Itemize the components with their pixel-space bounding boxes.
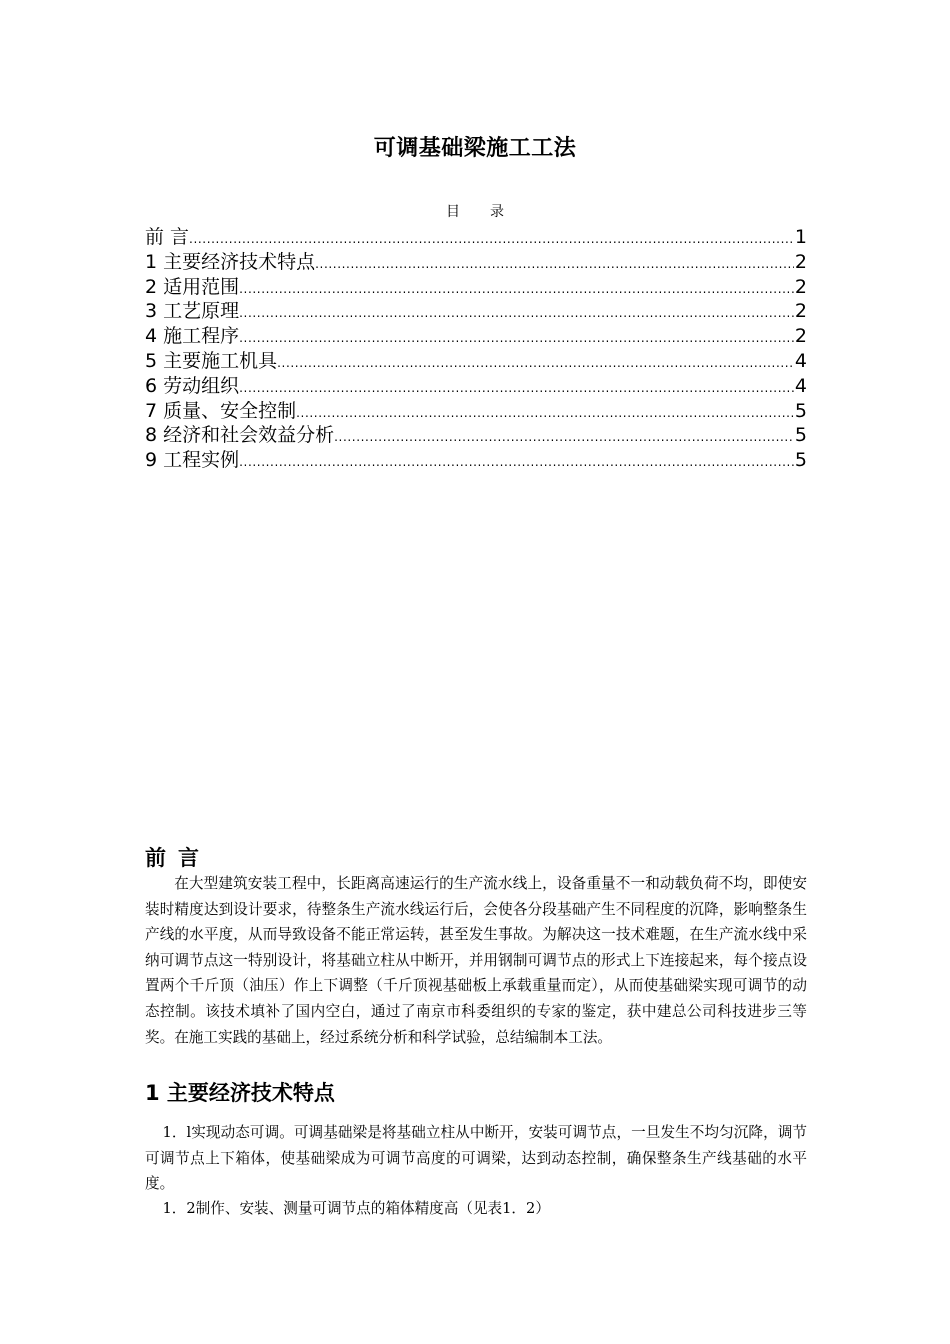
toc-heading: 目录 bbox=[446, 204, 534, 220]
toc-entry-page: 2 bbox=[794, 325, 807, 348]
toc-leader-dots bbox=[239, 376, 794, 401]
toc-entry-label: 9 工程实例 bbox=[145, 449, 240, 472]
section-1-heading: 1 主要经济技术特点 bbox=[145, 1081, 335, 1105]
preface-heading: 前言 bbox=[145, 846, 211, 870]
toc-entry-page: 5 bbox=[794, 399, 807, 422]
toc-leader-dots bbox=[315, 252, 794, 277]
toc-entry-label: 6 劳动组织 bbox=[145, 374, 240, 397]
toc-entry-scope[interactable] bbox=[145, 275, 807, 300]
toc-entry-benefits[interactable] bbox=[145, 423, 807, 448]
toc-entry-label: 8 经济和社会效益分析 bbox=[145, 424, 335, 447]
toc-leader-dots bbox=[239, 326, 794, 351]
toc-entry-page: 2 bbox=[794, 250, 807, 273]
table-of-contents bbox=[145, 225, 807, 473]
toc-leader-dots bbox=[239, 450, 794, 475]
toc-leader-dots bbox=[277, 351, 794, 376]
toc-entry-page: 5 bbox=[794, 424, 807, 447]
preface-paragraph: 在大型建筑安装工程中，长距离高速运行的生产流水线上，设备重量不一和动载负荷不均，即使安装时精度达到设计要求，待整条生产流水线运行后，会使各分段基础产生不同程度的沉降，影响整条生产线的水平度，从而导致设备不能正常运转，甚至发生事故。为解决这一技术难题，在生产流水线中采纳可调节点这一特别设计，将基础立柱从中断开，并用钢制可调节点的形式上下连接起来，每个接点设置两个千斤顶（油压）作上下调整（千斤顶视基础板上承载重量而定），从而使基础梁实现可调节的动态控制。该技术填补了国内空白，通过了南京市科委组织的专家的鉴定，获中建总公司科技进步三等奖。在施工实践的基础上，经过系统分析和科学试验，总结编制本工法。 bbox=[145, 875, 807, 1046]
section-1-paragraph-2: 1．2制作、安装、测量可调节点的箱体精度高（见表1．2） bbox=[162, 1200, 550, 1217]
toc-entry-quality[interactable] bbox=[145, 399, 807, 424]
toc-entry-page: 4 bbox=[794, 349, 807, 372]
toc-leader-dots bbox=[296, 401, 794, 426]
toc-entry-label: 2 适用范围 bbox=[145, 275, 240, 298]
toc-entry-procedure[interactable] bbox=[145, 324, 807, 349]
toc-entry-label: 5 主要施工机具 bbox=[145, 349, 278, 372]
toc-entry-label: 7 质量、安全控制 bbox=[145, 399, 297, 422]
toc-entry-page: 2 bbox=[794, 275, 807, 298]
toc-entry-preface[interactable] bbox=[145, 225, 807, 250]
toc-leader-dots bbox=[334, 425, 794, 450]
toc-entry-page: 4 bbox=[794, 374, 807, 397]
toc-entry-page: 5 bbox=[794, 449, 807, 472]
toc-entry-labor[interactable] bbox=[145, 374, 807, 399]
toc-entry-page: 2 bbox=[794, 300, 807, 323]
toc-leader-dots bbox=[239, 301, 794, 326]
toc-entry-label: 前 言 bbox=[145, 226, 190, 248]
toc-entry-label: 4 施工程序 bbox=[145, 325, 240, 348]
toc-leader-dots bbox=[239, 277, 794, 302]
toc-entry-label: 3 工艺原理 bbox=[145, 300, 240, 323]
toc-leader-dots bbox=[189, 227, 794, 252]
toc-entry-examples[interactable] bbox=[145, 448, 807, 473]
toc-entry-machinery[interactable] bbox=[145, 349, 807, 374]
toc-entry-principle[interactable] bbox=[145, 299, 807, 324]
toc-entry-features[interactable] bbox=[145, 250, 807, 275]
toc-entry-page: 1 bbox=[794, 226, 807, 248]
document-title: 可调基础梁施工工法 bbox=[373, 136, 577, 161]
section-1-paragraph-1: 1．l实现动态可调。可调基础梁是将基础立柱从中断开，安装可调节点，一旦发生不均匀沉降，调节可调节点上下箱体，使基础梁成为可调节高度的可调梁，达到动态控制，确保整条生产线基础的水平度。 bbox=[145, 1124, 807, 1193]
toc-entry-label: 1 主要经济技术特点 bbox=[145, 250, 316, 273]
